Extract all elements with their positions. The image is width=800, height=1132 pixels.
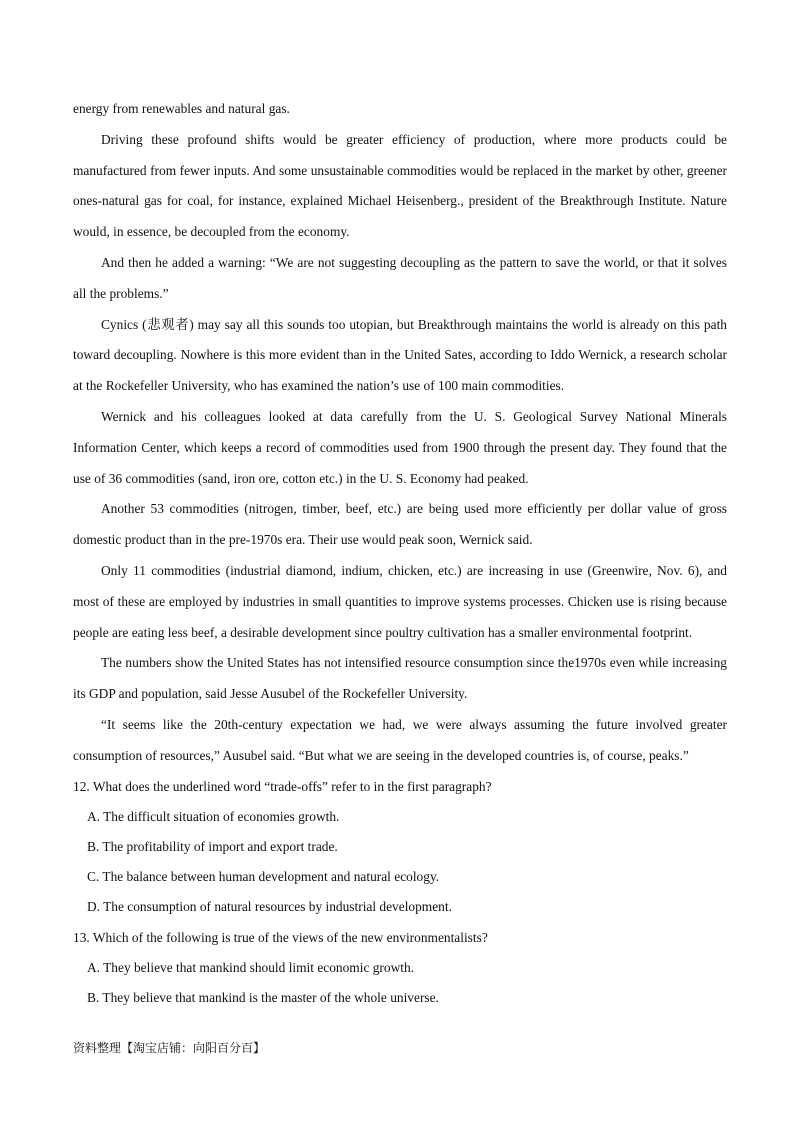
document-page — [73, 94, 727, 1013]
paragraph-cynics: Cynics (悲观者) may say all this sounds too utopian, but Breakthrough maintains the world is already on this path toward decoupling. Nowhere is this more evident than in the United Sates, according to Iddo Wernick, a research scholar at the Rockefeller University, who has examined the nation’s use of 100 main commodities. — [73, 316, 727, 394]
paragraph-ausubel-quote: “It seems like the 20th-century expectation we had, we were always assuming the future involved greater consumption of resources,” Ausubel said. “But what we are seeing in the developed countries is, of course, peaks.” — [73, 716, 727, 763]
answer-option-d: D. The consumption of natural resources by industrial development. — [87, 899, 452, 915]
page-footer: 资料整理【淘宝店铺：向阳百分百】 — [73, 1041, 266, 1055]
answer-option-c: C. The balance between human development and natural ecology. — [87, 869, 440, 885]
answer-option-a: A. The difficult situation of economies growth. — [87, 808, 340, 824]
question-13 — [73, 923, 727, 1014]
paragraph-warning: And then he added a warning: “We are not suggesting decoupling as the pattern to save the world, or that it solves all the problems.” — [73, 254, 727, 301]
question-stem: 12. What does the underlined word “trade-offs” refer to in the first paragraph? — [73, 778, 492, 794]
answer-option-b: B. The profitability of import and export trade. — [87, 838, 338, 854]
paragraph-53-commodities: Another 53 commodities (nitrogen, timber, beef, etc.) are being used more efficiently per dollar value of gross domestic product than in the pre-1970s era. Their use would peak soon, Wernick said. — [73, 501, 727, 548]
question-stem: 13. Which of the following is true of the views of the new environmentalists? — [73, 929, 488, 945]
paragraph-numbers: The numbers show the United States has not intensified resource consumption since the1970s even while increasing its GDP and population, said Jesse Ausubel of the Rockefeller University. — [73, 655, 727, 702]
question-12 — [73, 772, 727, 923]
answer-option-a: A. They believe that mankind should limit economic growth. — [87, 959, 415, 975]
paragraph-wernick-data: Wernick and his colleagues looked at data carefully from the U. S. Geological Survey National Minerals Information Center, which keeps a record of commodities used from 1900 through the present day. They found that the use of 36 commodities (sand, iron ore, cotton etc.) in the U. S. Economy had peaked. — [73, 408, 727, 486]
paragraph-efficiency: Driving these profound shifts would be greater efficiency of production, where more products could be manufactured from fewer inputs. And some unsustainable commodities would be replaced in the market by other, greener ones-natural gas for coal, for instance, explained Michael Heisenberg., president of the Breakthrough Institute. Nature would, in essence, be decoupled from the economy. — [73, 131, 727, 240]
paragraph-11-commodities: Only 11 commodities (industrial diamond, indium, chicken, etc.) are increasing in use (Greenwire, Nov. 6), and most of these are employed by industries in small quantities to improve systems processes. Chicken use is rising because people are eating less beef, a desirable development since poultry cultivation has a smaller environmental footprint. — [73, 562, 727, 640]
paragraph-continuation: energy from renewables and natural gas. — [73, 101, 290, 116]
answer-option-b: B. They believe that mankind is the master of the whole universe. — [87, 989, 439, 1005]
